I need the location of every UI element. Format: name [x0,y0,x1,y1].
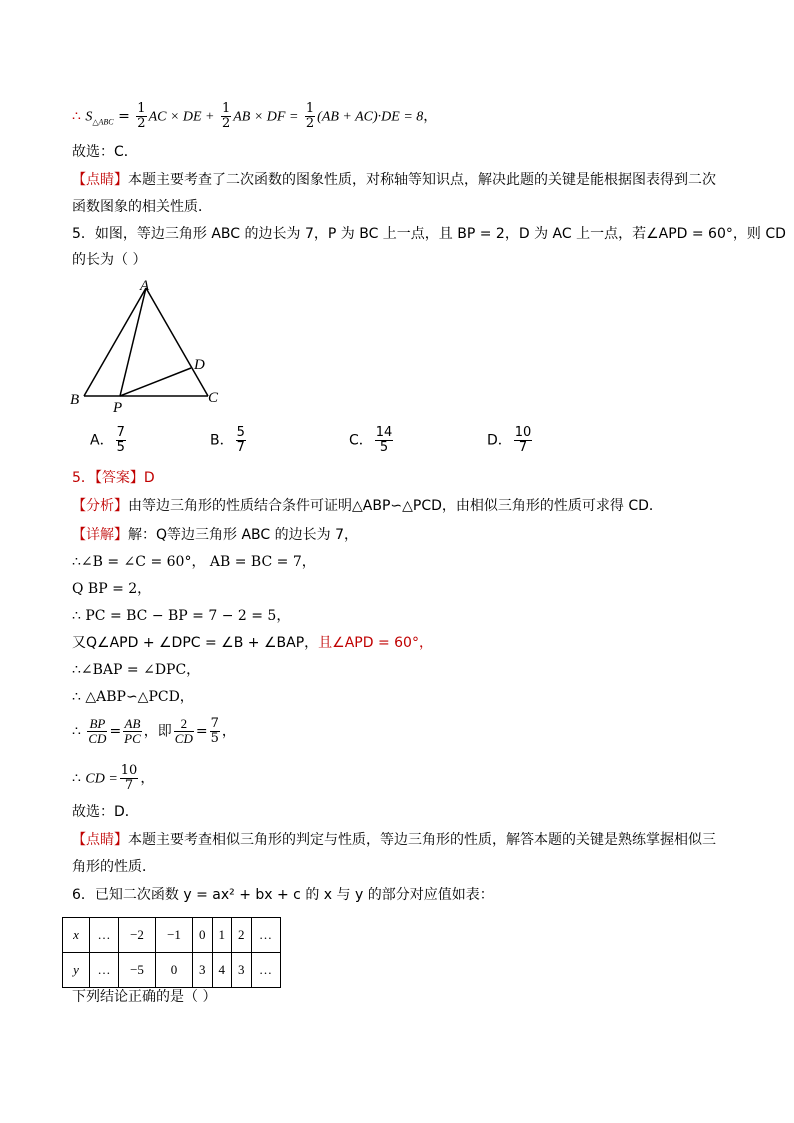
q6-stem: 6．已知二次函数 y = ax² + bx + c 的 x 与 y 的部分对应值如表： [72,887,494,903]
detail-label: 【详解】 [72,527,128,543]
choice-b-fraction: $\frac{5}{7}$ [236,425,245,455]
value-table [62,917,281,988]
q4-comment-line-1: 【点睛】本题主要考查了二次函数的图象性质，对称轴等知识点，解决此题的关键是能根据图表得到二次 [72,172,716,188]
q5-comment-label: 【点睛】 [72,832,128,848]
q4-comment-label: 【点睛】 [72,172,128,188]
q4-comment-line-2: 函数图象的相关性质． [72,199,212,215]
q5-detail-line-8: ∴ $\frac{BP}{CD}$ = $\frac{AB}{PC}$ ，即 $\frac{2}{CD}$ = $\frac{7}{5}$ ， [72,716,236,746]
term-2: AB × DF = [233,109,299,125]
fraction-ab-pc: $\frac{AB}{PC}$ [124,716,141,746]
fraction-2-cd: $\frac{2}{CD}$ [174,716,193,746]
equals: = [118,108,130,125]
q5-analysis: 【分析】由等边三角形的性质结合条件可证明△ABP∽△PCD，由相似三角形的性质可求得 CD． [72,498,663,514]
q5-answer: 5．【答案】D [72,470,155,486]
fraction-7-5: $\frac{7}{5}$ [210,716,219,746]
q5-detail-line-5: 又Q∠APD + ∠DPC = ∠B + ∠BAP，且∠APD = 60°， [72,635,433,651]
q5-comment-line-1: 【点睛】本题主要考查相似三角形的判定与性质，等边三角形的性质，解答本题的关键是熟练掌握相似三 [72,832,716,848]
choice-c-fraction: $\frac{14}{5}$ [375,425,393,455]
q6-question: 下列结论正确的是（ ） [72,989,217,1005]
q5-stem-line-2: 的长为（ ） [72,252,147,268]
choice-a-fraction: $\frac{7}{5}$ [116,425,125,455]
therefore-symbol: ∴ [72,108,81,125]
term-3: (AB + AC)·DE = 8 [317,109,424,125]
choice-c[interactable]: C． $\frac{14}{5}$ [349,425,393,455]
choice-b[interactable]: B． $\frac{5}{7}$ [210,425,245,455]
area-subscript: △ABC [92,117,114,127]
q4-answer: 故选：C． [72,144,138,160]
q5-comment-line-2: 角形的性质． [72,859,156,875]
table-row-y: y … −5 0 3 4 3 … [63,953,281,988]
vertex-label-b: B [70,392,80,408]
q5-stem-line-1: 5．如图，等边三角形 ABC 的边长为 7，P 为 BC 上一点，且 BP = 2，D 为 AC 上一点，若∠APD = 60°，则 CD [72,226,786,242]
area-formula-line: ∴ $S_{\triangle ABC}$ = $\frac{1}{2}$ AC × DE + $\frac{1}{2}$ AB × DF = $\frac{1}{2}$ (AB + AC)·DE = 8， [72,101,438,131]
q5-detail-line-4: ∴ PC = BC − BP = 7 − 2 = 5， [72,608,291,624]
triangle-figure [60,276,240,416]
q5-detail-line-1: 【详解】解：Q等边三角形 ABC 的边长为 7， [72,527,358,543]
q5-detail-line-6: ∴∠BAP = ∠DPC， [72,662,201,678]
q5-detail-line-9: ∴ CD = $\frac{10}{7}$ ， [72,763,155,793]
choice-a[interactable]: A． $\frac{7}{5}$ [90,425,125,455]
vertex-label-c: C [208,390,219,406]
choice-d-fraction: $\frac{10}{7}$ [514,425,532,455]
choice-d[interactable]: D． $\frac{10}{7}$ [487,425,532,455]
fraction-10-7: $\frac{10}{7}$ [120,763,138,793]
q5-final: 故选：D． [72,804,139,820]
point-label-d: D [194,357,205,373]
fraction-half-2: $\frac{1}{2}$ [221,101,231,131]
vertex-label-a: A [140,278,150,294]
q5-detail-line-2: ∴∠B = ∠C = 60°， AB = BC = 7， [72,554,316,570]
q5-detail-line-7: ∴ △ABP∽△PCD， [72,689,194,705]
analysis-label: 【分析】 [72,498,128,514]
table-row-x: x … −2 −1 0 1 2 … [63,918,281,953]
fraction-half-1: $\frac{1}{2}$ [137,101,146,131]
fraction-bp-cd: $\frac{BP}{CD}$ [88,716,107,746]
term-1: AC × DE + [148,109,215,125]
area-symbol: S [85,109,93,125]
point-label-p: P [113,400,123,416]
fraction-half-3: $\frac{1}{2}$ [305,101,315,131]
q5-detail-line-3: Q BP = 2， [72,581,152,597]
